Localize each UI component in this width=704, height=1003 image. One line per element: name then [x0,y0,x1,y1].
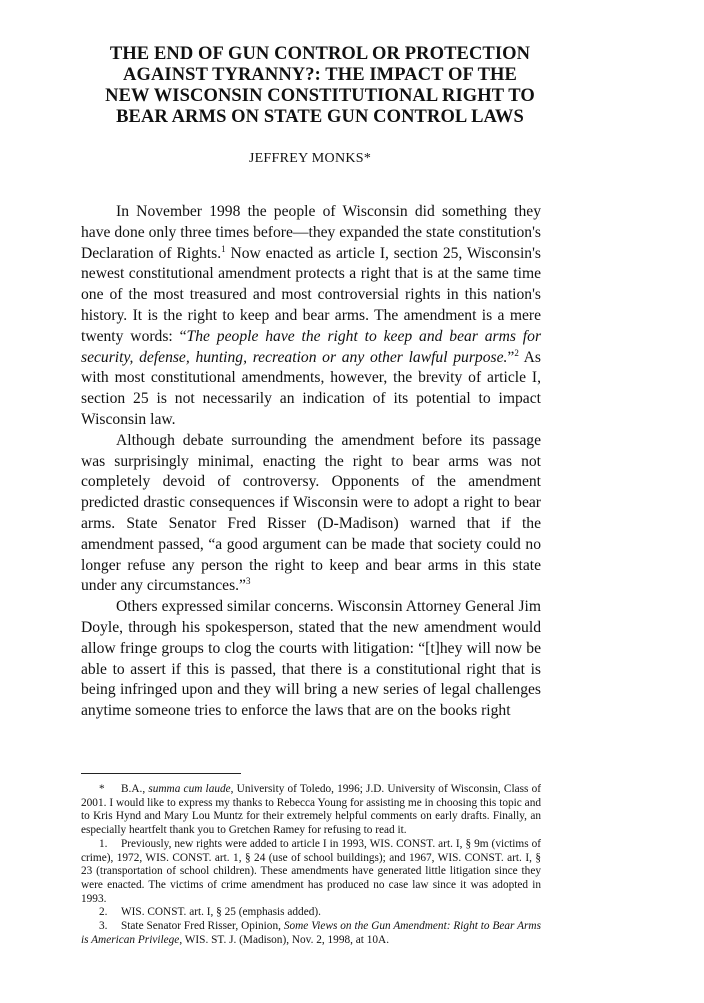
text-run: ” [507,348,515,366]
footnote-ref: 3 [245,576,251,587]
text-run: WIS. CONST. art. I, § 25 (emphasis added). [121,906,321,919]
title-line: NEW WISCONSIN CONSTITUTIONAL RIGHT TO [105,86,535,106]
article-title [100,44,540,128]
text-run: summa cum laude [148,783,231,795]
footnote-ref: 1 [221,243,226,254]
footnote [81,783,541,838]
text-run: , WIS. ST. J. (Madison), Nov. 2, 1998, at 10A. [179,933,390,946]
footnote [81,920,541,947]
text-run: , University of Toledo, 1996; J.D. University of Wisconsin, Class of 2001. I would like to express my thanks to Rebecca Young for assisting me in choosing this topic and to Kris Hynd and Mary Lou Muntz for their extremely helpful comments on early drafts. Finally, an especially heartfelt thank you to Gretchen Ramey for refusing to read it. [81,783,541,837]
paragraph [81,431,541,597]
text-run: Although debate surrounding the amendment before its passage was surprisingly minimal, enacting the right to bear arms was not completely devoid of controversy. Opponents of the amendment predicted drastic consequences if Wisconsin were to adopt a right to bear arms. State Senator Fred Risser (D-Madison) warned that if the amendment passed, “a good argument can be made that society could no longer refuse any person the right to keep and bear arms in this state under any circumstances.” [81,431,541,595]
footnote-mark: * [99,783,105,795]
footnote-mark: 2. [99,906,108,919]
footnote-divider [81,773,241,774]
text-run: As with most constitutional amendments, however, the brevity of article I, section 25 is not necessarily an indication of its potential to impact Wisconsin law. [81,348,541,428]
title-line: BEAR ARMS ON STATE GUN CONTROL LAWS [116,107,524,127]
amendment-quote: The people have the right to keep and bear arms for security, defense, hunting, recreation or any other lawful purpose. [81,327,542,366]
title-line: THE END OF GUN CONTROL OR PROTECTION [109,44,531,64]
paragraph [81,202,541,431]
footnote-ref: 2 [514,347,519,358]
text-run: B.A., [121,783,149,795]
text-run: Previously, new rights were added to article I in 1993, WIS. CONST. art. I, § 9m (victims of crime), 1972, WIS. CONST. art. 1, § 24 (use of school buildings); and 1967, WIS. CONST. art. I, § 23 (transportation of school children). These amendments have generated little litigation since they were enacted. The victims of crime amendment has produced no case law since it was adopted in 1993. [81,837,541,905]
footnotes [81,783,541,947]
text-run: In November 1998 the people of Wisconsin did something they have done only three times before—they expanded the state constitution's Declaration of Rights. [81,203,541,262]
text-run: Some Views on the Gun Amendment: Right to Bear Arms is American Privilege [81,920,541,946]
footnote [81,838,541,907]
text-run: Now enacted as article I, section 25, Wisconsin's newest constitutional amendment protects a right that is at the same time one of the most treasured and most controversial rights in this nation's history. It is the right to keep and bear arms. The amendment is a mere twenty words: “ [81,244,541,345]
title-line: AGAINST TYRANNY?: THE IMPACT OF THE [123,65,517,85]
author-name: JEFFREY MONKS* [248,151,372,166]
footnote [81,906,541,920]
text-run: State Senator Fred Risser, Opinion, [121,920,284,933]
footnote-mark: 3. [99,920,108,933]
body-text [81,202,541,722]
paragraph: Others expressed similar concerns. Wisconsin Attorney General Jim Doyle, through his spokesperson, stated that the new amendment would allow fringe groups to clog the courts with litigation: “[t]hey will now be able to assert if this is passed, that there is a constitutional right that is being infringed upon and they will bring a new series of legal challenges anytime someone tries to enforce the laws that are on the books right [81,598,541,720]
footnote-mark: 1. [99,837,108,850]
